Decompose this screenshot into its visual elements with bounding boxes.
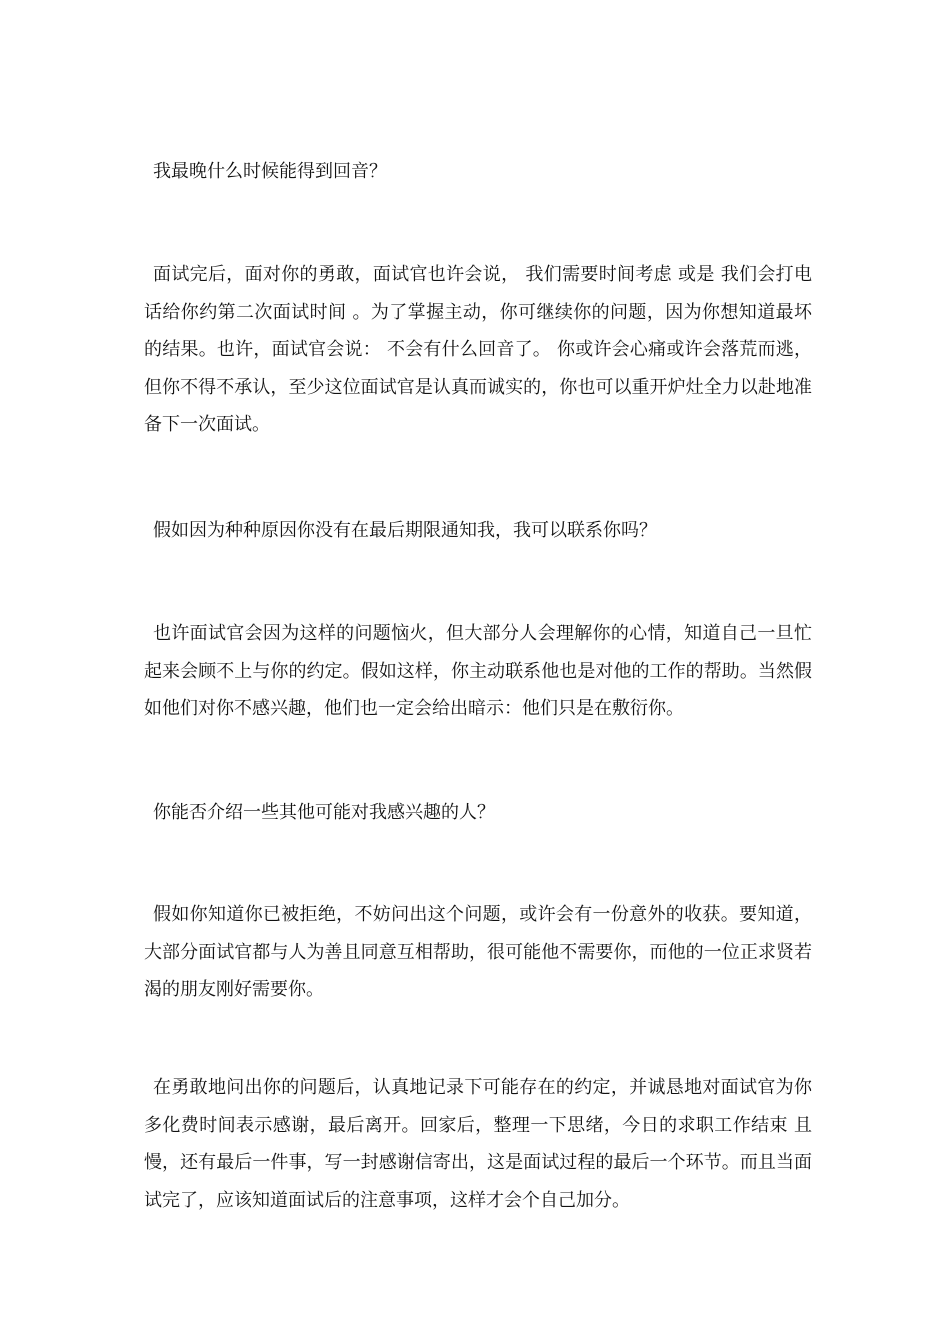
paragraph-referral-answer: 假如你知道你已被拒绝，不妨问出这个问题，或许会有一份意外的收获。要知道，大部分面试官都与人为善且同意互相帮助，很可能他不需要你，而他的一位正求贤若渴的朋友刚好需要你。 [144, 904, 812, 1000]
paragraph-contact-answer: 也许面试官会因为这样的问题恼火，但大部分人会理解你的心情，知道自己一旦忙起来会顾不上与你的约定。假如这样，你主动联系他也是对他的工作的帮助。当然假如他们对你不感兴趣，他们也一定会给出暗示：他们只是在敷衍你。 [144, 623, 812, 719]
question-reply-time: 我最晚什么时候能得到回音？ [153, 161, 387, 182]
paragraph-reply-answer: 面试完后，面对你的勇敢，面试官也许会说， 我们需要时间考虑 或是 我们会打电话给你约第二次面试时间 。为了掌握主动，你可继续你的问题，因为你想知道最坏的结果。也许，面试官会说： 不会有什么回音了。 你或许会心痛或许会落荒而逃，但你不得不承认，至少这位面试官是认真而诚实的，你也可以重开炉灶全力以赴地准备下一次面试。 [144, 264, 812, 435]
question-referral: 你能否介绍一些其他可能对我感兴趣的人？ [153, 802, 495, 823]
paragraph-closing: 在勇敢地问出你的问题后，认真地记录下可能存在的约定，并诚恳地对面试官为你多化费时间表示感谢，最后离开。回家后，整理一下思绪，今日的求职工作结束 且慢，还有最后一件事，写一封感谢信寄出，这是面试过程的最后一个环节。而且当面试完了，应该知道面试后的注意事项，这样才会个自己加分。 [144, 1077, 812, 1211]
question-contact-after-deadline: 假如因为种种原因你没有在最后期限通知我，我可以联系你吗？ [153, 520, 657, 541]
